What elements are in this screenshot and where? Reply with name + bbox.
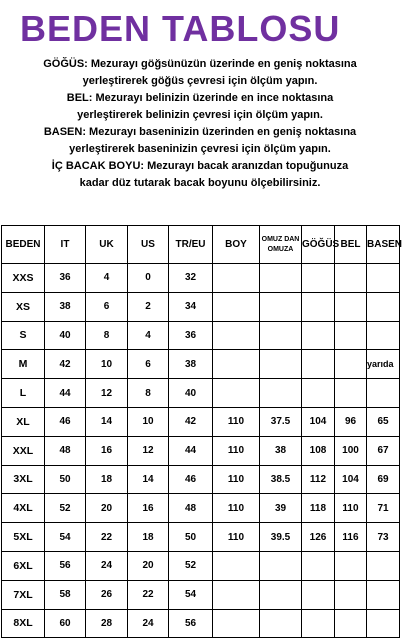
cell-waist: 100 xyxy=(335,436,367,465)
cell-length xyxy=(213,609,260,638)
waist-instruction-line-2: yerleştirerek belinizin çevresi için ölçüm yapın. xyxy=(77,109,323,121)
cell-chest: 104 xyxy=(302,407,335,436)
cell-uk: 14 xyxy=(86,407,128,436)
cell-waist xyxy=(335,264,367,293)
chest-instruction-line-2: yerleştirerek göğüs çevresi için ölçüm yapın. xyxy=(82,75,318,87)
cell-length: 110 xyxy=(213,465,260,494)
cell-shoulder xyxy=(260,350,302,379)
cell-uk: 12 xyxy=(86,379,128,408)
hip-instruction-line-1: BASEN: Mezurayı baseninizin üzerinden en geniş noktasına xyxy=(43,126,357,138)
inseam-instruction-line-2: kadar düz tutarak bacak boyunu ölçebilirsiniz. xyxy=(79,177,321,189)
table-row xyxy=(2,264,400,293)
cell-uk: 18 xyxy=(86,465,128,494)
cell-us: 10 xyxy=(128,407,169,436)
cell-us: 0 xyxy=(128,264,169,293)
cell-uk: 8 xyxy=(86,321,128,350)
cell-tr-eu: 36 xyxy=(169,321,213,350)
cell-uk: 10 xyxy=(86,350,128,379)
cell-tr-eu: 44 xyxy=(169,436,213,465)
cell-length xyxy=(213,321,260,350)
cell-length xyxy=(213,292,260,321)
cell-us: 8 xyxy=(128,379,169,408)
cell-it: 50 xyxy=(45,465,86,494)
cell-hip xyxy=(367,264,400,293)
cell-size: XXS xyxy=(2,264,45,293)
chart-title: BEDEN TABLOSU xyxy=(20,8,341,49)
cell-shoulder: 39 xyxy=(260,494,302,523)
cell-it: 38 xyxy=(45,292,86,321)
cell-it: 40 xyxy=(45,321,86,350)
cell-hip: 69 xyxy=(367,465,400,494)
cell-size: XL xyxy=(2,407,45,436)
cell-size: S xyxy=(2,321,45,350)
cell-length xyxy=(213,551,260,580)
cell-it: 54 xyxy=(45,523,86,552)
table-row xyxy=(2,551,400,580)
cell-it: 42 xyxy=(45,350,86,379)
cell-length xyxy=(213,580,260,609)
cell-shoulder: 38 xyxy=(260,436,302,465)
header-us: US xyxy=(128,226,169,264)
cell-uk: 28 xyxy=(86,609,128,638)
cell-length: 110 xyxy=(213,494,260,523)
cell-length: 110 xyxy=(213,436,260,465)
cell-us: 6 xyxy=(128,350,169,379)
cell-shoulder: 38.5 xyxy=(260,465,302,494)
cell-hip: 71 xyxy=(367,494,400,523)
cell-chest: 118 xyxy=(302,494,335,523)
cell-uk: 16 xyxy=(86,436,128,465)
cell-hip xyxy=(367,609,400,638)
table-row xyxy=(2,465,400,494)
header-waist: BEL xyxy=(335,226,367,264)
cell-shoulder xyxy=(260,264,302,293)
cell-hip: yarıda xyxy=(367,350,400,379)
cell-chest xyxy=(302,264,335,293)
cell-us: 22 xyxy=(128,580,169,609)
table-row xyxy=(2,580,400,609)
cell-tr-eu: 52 xyxy=(169,551,213,580)
cell-waist xyxy=(335,292,367,321)
cell-hip xyxy=(367,551,400,580)
cell-it: 60 xyxy=(45,609,86,638)
cell-us: 2 xyxy=(128,292,169,321)
table-row xyxy=(2,321,400,350)
cell-hip xyxy=(367,580,400,609)
cell-waist xyxy=(335,551,367,580)
cell-waist: 104 xyxy=(335,465,367,494)
cell-shoulder xyxy=(260,321,302,350)
cell-it: 46 xyxy=(45,407,86,436)
cell-it: 52 xyxy=(45,494,86,523)
table-row xyxy=(2,407,400,436)
cell-uk: 4 xyxy=(86,264,128,293)
cell-tr-eu: 40 xyxy=(169,379,213,408)
cell-it: 56 xyxy=(45,551,86,580)
cell-waist: 110 xyxy=(335,494,367,523)
header-size: BEDEN xyxy=(2,226,45,264)
cell-chest: 112 xyxy=(302,465,335,494)
cell-size: 5XL xyxy=(2,523,45,552)
header-chest: GÖĞÜS xyxy=(302,226,335,264)
cell-tr-eu: 50 xyxy=(169,523,213,552)
cell-shoulder: 39.5 xyxy=(260,523,302,552)
cell-hip xyxy=(367,379,400,408)
cell-size: XXL xyxy=(2,436,45,465)
cell-size: 8XL xyxy=(2,609,45,638)
cell-length: 110 xyxy=(213,523,260,552)
cell-it: 48 xyxy=(45,436,86,465)
cell-us: 16 xyxy=(128,494,169,523)
cell-size: L xyxy=(2,379,45,408)
cell-uk: 6 xyxy=(86,292,128,321)
header-length: BOY xyxy=(213,226,260,264)
cell-waist xyxy=(335,580,367,609)
cell-chest xyxy=(302,609,335,638)
cell-tr-eu: 46 xyxy=(169,465,213,494)
cell-shoulder xyxy=(260,551,302,580)
table-header-row xyxy=(2,226,400,264)
cell-shoulder xyxy=(260,609,302,638)
hip-instruction-line-2: yerleştirerek baseninizin çevresi için ölçüm yapın. xyxy=(69,143,331,155)
cell-tr-eu: 32 xyxy=(169,264,213,293)
cell-shoulder xyxy=(260,292,302,321)
cell-it: 58 xyxy=(45,580,86,609)
cell-size: 6XL xyxy=(2,551,45,580)
cell-us: 18 xyxy=(128,523,169,552)
table-row xyxy=(2,350,400,379)
cell-uk: 24 xyxy=(86,551,128,580)
chest-instruction-line-1: GÖĞÜS: Mezurayı göğsünüzün üzerinde en geniş noktasına xyxy=(43,58,357,70)
cell-length xyxy=(213,350,260,379)
cell-tr-eu: 34 xyxy=(169,292,213,321)
header-tr-eu: TR/EU xyxy=(169,226,213,264)
cell-chest xyxy=(302,321,335,350)
waist-instruction-line-1: BEL: Mezurayı belinizin üzerinde en ince noktasına xyxy=(66,92,334,104)
cell-hip: 73 xyxy=(367,523,400,552)
table-row xyxy=(2,379,400,408)
cell-tr-eu: 38 xyxy=(169,350,213,379)
inseam-instruction-line-1: İÇ BACAK BOYU: Mezurayı bacak aranızdan topuğunuza xyxy=(51,160,349,172)
cell-chest xyxy=(302,580,335,609)
table-row xyxy=(2,523,400,552)
cell-tr-eu: 42 xyxy=(169,407,213,436)
cell-hip xyxy=(367,321,400,350)
header-it: IT xyxy=(45,226,86,264)
cell-uk: 20 xyxy=(86,494,128,523)
cell-size: 4XL xyxy=(2,494,45,523)
cell-tr-eu: 48 xyxy=(169,494,213,523)
cell-waist: 96 xyxy=(335,407,367,436)
cell-size: 3XL xyxy=(2,465,45,494)
cell-us: 14 xyxy=(128,465,169,494)
cell-us: 12 xyxy=(128,436,169,465)
cell-uk: 22 xyxy=(86,523,128,552)
cell-tr-eu: 54 xyxy=(169,580,213,609)
cell-it: 44 xyxy=(45,379,86,408)
cell-waist xyxy=(335,350,367,379)
cell-shoulder: 37.5 xyxy=(260,407,302,436)
cell-chest xyxy=(302,551,335,580)
table-row xyxy=(2,436,400,465)
cell-length xyxy=(213,264,260,293)
cell-uk: 26 xyxy=(86,580,128,609)
cell-length xyxy=(213,379,260,408)
table-row xyxy=(2,609,400,638)
header-shoulder: OMUZ DAN OMUZA xyxy=(260,226,302,264)
cell-chest: 108 xyxy=(302,436,335,465)
cell-chest xyxy=(302,350,335,379)
cell-chest xyxy=(302,292,335,321)
cell-us: 24 xyxy=(128,609,169,638)
cell-us: 4 xyxy=(128,321,169,350)
cell-us: 20 xyxy=(128,551,169,580)
cell-waist xyxy=(335,609,367,638)
cell-chest xyxy=(302,379,335,408)
header-hip: BASEN xyxy=(367,226,400,264)
cell-hip: 67 xyxy=(367,436,400,465)
header-uk: UK xyxy=(86,226,128,264)
cell-hip xyxy=(367,292,400,321)
cell-shoulder xyxy=(260,379,302,408)
table-row xyxy=(2,292,400,321)
size-table xyxy=(1,225,400,638)
cell-chest: 126 xyxy=(302,523,335,552)
cell-waist: 116 xyxy=(335,523,367,552)
cell-size: M xyxy=(2,350,45,379)
cell-length: 110 xyxy=(213,407,260,436)
cell-waist xyxy=(335,379,367,408)
cell-tr-eu: 56 xyxy=(169,609,213,638)
cell-size: 7XL xyxy=(2,580,45,609)
cell-hip: 65 xyxy=(367,407,400,436)
cell-shoulder xyxy=(260,580,302,609)
cell-it: 36 xyxy=(45,264,86,293)
cell-size: XS xyxy=(2,292,45,321)
table-row xyxy=(2,494,400,523)
cell-waist xyxy=(335,321,367,350)
